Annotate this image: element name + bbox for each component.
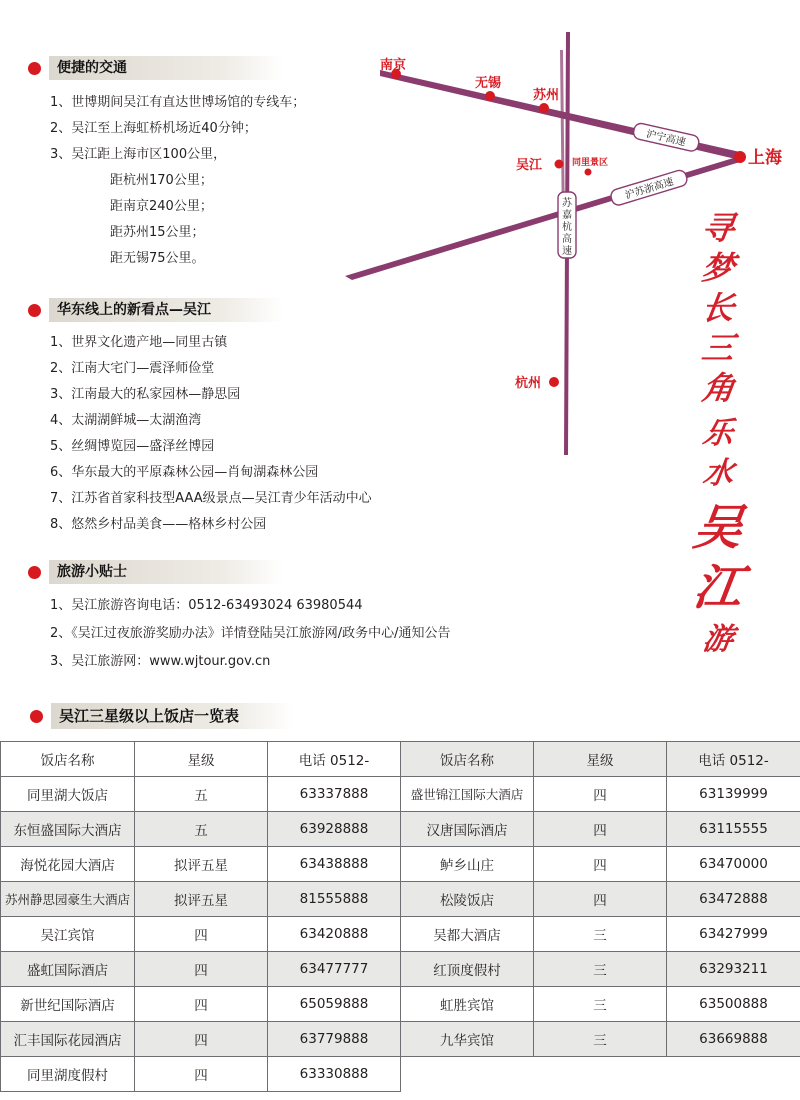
sujiahang-char: 嘉 [562,210,572,221]
slogan-char: 乐 [700,416,736,451]
star-rating-cell: 三 [534,1022,667,1057]
phone-cell: 63928888 [268,812,401,847]
star-rating-cell: 三 [534,987,667,1022]
slogan-char: 寻 [699,209,737,247]
slogan-char: 梦 [699,249,737,287]
phone-cell: 63779888 [268,1022,401,1057]
phone-cell: 63470000 [667,847,800,882]
empty-cell [534,1057,667,1092]
table-row [1,1057,800,1092]
table-row [1,987,800,1022]
hotel-name-cell: 九华宾馆 [401,1022,534,1057]
phone-cell: 63669888 [667,1022,800,1057]
sujiahang-char: 杭 [562,222,572,233]
phone-cell: 63427999 [667,917,800,952]
wujiang-label: 吴江 [516,158,543,173]
list-item: 1、世界文化遗产地—同里古镇 [50,335,228,350]
list-item: 距苏州15公里； [110,225,205,240]
empty-cell [667,1057,800,1092]
phone-cell: 63472888 [667,882,800,917]
hotel-list-title: 吴江三星级以上饭店一览表 [51,703,295,729]
shanghai-label: 上海 [748,148,782,168]
list-item: 2、《吴江过夜旅游奖励办法》详情登陆吴江旅游网/政务中心/通知公告 [50,626,451,641]
star-rating-cell: 四 [135,1057,268,1092]
star-rating-cell: 四 [135,917,268,952]
star-rating-cell: 五 [135,812,268,847]
bullet-dot [28,304,41,317]
husuzhe-label: 沪苏浙高速 [623,176,675,202]
list-item: 7、江苏省首家科技型AAA级景点—吴江青少年活动中心 [50,491,372,506]
tongli-label: 同里景区 [572,158,609,168]
slogan-char: 三 [699,329,737,367]
bullet-dot [30,710,43,723]
list-item: 3、江南最大的私家园林—静思园 [50,387,241,402]
hotel-name-cell: 吴都大酒店 [401,917,534,952]
wuxi-dot [485,91,495,101]
hotel-name-cell: 吴江宾馆 [1,917,135,952]
phone-cell: 63330888 [268,1057,401,1092]
list-item: 5、丝绸博览园—盛泽丝博园 [50,439,215,454]
shanghai-dot [734,151,746,163]
list-item: 2、吴江至上海虹桥机场近40分钟； [50,121,257,136]
column-header: 饭店名称 [401,742,534,777]
star-rating-cell: 四 [534,882,667,917]
section-title: 便捷的交通 [49,56,283,80]
star-rating-cell: 三 [534,952,667,987]
list-item: 3、吴江距上海市区100公里， [50,147,227,162]
star-rating-cell: 拟评五星 [135,847,268,882]
empty-cell [401,1057,534,1092]
section-transport-heading [28,56,283,80]
table-row [1,952,800,987]
phone-cell: 63293211 [667,952,800,987]
hotel-name-cell: 海悦花园大酒店 [1,847,135,882]
sujiahang-char: 速 [562,246,572,257]
phone-cell: 63477777 [268,952,401,987]
section-title: 华东线上的新看点—吴江 [49,298,283,322]
column-header: 电话 0512- [667,742,800,777]
hotel-name-cell: 新世纪国际酒店 [1,987,135,1022]
list-item: 4、太湖湖鲜城—太湖渔湾 [50,413,202,428]
list-item: 距杭州170公里； [110,173,213,188]
table-row [1,1022,800,1057]
hotel-name-cell: 松陵饭店 [401,882,534,917]
section-title: 旅游小贴士 [49,560,283,584]
sujiahang-sign [558,192,576,258]
nanjing-label: 南京 [380,58,407,73]
sujiahang-char: 苏 [562,198,572,209]
hangzhou-dot [549,377,559,387]
list-item: 3、吴江旅游网：www.wjtour.gov.cn [50,654,271,669]
slogan-char: 江 [690,560,747,616]
table-row [1,917,800,952]
hotel-name-cell: 盛虹国际酒店 [1,952,135,987]
column-header: 饭店名称 [1,742,135,777]
hotel-name-cell: 虹胜宾馆 [401,987,534,1022]
sujiahang-char: 高 [562,234,572,245]
phone-cell: 65059888 [268,987,401,1022]
list-item: 8、悠然乡村品美食——格林乡村公园 [50,517,267,532]
hotel-name-cell: 鲈乡山庄 [401,847,534,882]
hotel-name-cell: 苏州静思园豪生大酒店 [1,882,135,917]
table-row [1,847,800,882]
star-rating-cell: 四 [534,812,667,847]
hotel-name-cell: 同里湖度假村 [1,1057,135,1092]
suzhou-label: 苏州 [533,88,560,103]
table-row [1,882,800,917]
column-header: 星级 [534,742,667,777]
phone-cell: 63115555 [667,812,800,847]
list-item: 2、江南大宅门—震泽师俭堂 [50,361,215,376]
section-attractions-heading [28,298,283,322]
slogan-char: 游 [700,622,736,657]
hangzhou-label: 杭州 [515,376,542,391]
star-rating-cell: 四 [534,777,667,812]
star-rating-cell: 三 [534,917,667,952]
list-item: 1、世博期间吴江有直达世博场馆的专线车； [50,95,306,110]
star-rating-cell: 四 [135,952,268,987]
list-item: 1、吴江旅游咨询电话：0512-63493024 63980544 [50,598,363,613]
bullet-dot [28,62,41,75]
list-item: 6、华东最大的平原森林公园—肖甸湖森林公园 [50,465,319,480]
phone-cell: 81555888 [268,882,401,917]
table-header-row [1,742,800,777]
huning-sign [632,122,700,152]
hotel-name-cell: 红顶度假村 [401,952,534,987]
phone-cell: 63337888 [268,777,401,812]
hotel-list-heading [30,703,295,729]
slogan-char: 吴 [690,500,746,556]
wuxi-label: 无锡 [475,76,502,91]
husuzhe-sign [609,169,688,207]
transport-list [50,90,305,272]
list-item: 距南京240公里； [110,199,213,214]
phone-cell: 63500888 [667,987,800,1022]
slogan-char: 水 [700,456,736,491]
star-rating-cell: 四 [135,987,268,1022]
column-header: 电话 0512- [268,742,401,777]
star-rating-cell: 拟评五星 [135,882,268,917]
slogan-char: 长 [699,289,737,327]
star-rating-cell: 四 [534,847,667,882]
phone-cell: 63139999 [667,777,800,812]
wujiang-dot [555,160,564,169]
hotel-name-cell: 汇丰国际花园酒店 [1,1022,135,1057]
star-rating-cell: 四 [135,1022,268,1057]
hotel-name-cell: 汉唐国际酒店 [401,812,534,847]
column-header: 星级 [135,742,268,777]
suzhou-dot [539,103,549,113]
tips-list [50,592,451,676]
phone-cell: 63420888 [268,917,401,952]
table-row [1,777,800,812]
section-tips-heading [28,560,283,584]
phone-cell: 63438888 [268,847,401,882]
slogan [668,208,768,660]
star-rating-cell: 五 [135,777,268,812]
hotel-name-cell: 同里湖大饭店 [1,777,135,812]
slogan-char: 角 [699,369,738,407]
hotel-name-cell: 东恒盛国际大酒店 [1,812,135,847]
hotel-name-cell: 盛世锦江国际大酒店 [401,777,534,812]
bullet-dot [28,566,41,579]
hotel-table [0,741,800,1092]
table-row [1,812,800,847]
huning-label: 沪宁高速 [645,128,687,149]
attractions-list [50,330,372,538]
list-item: 距无锡75公里。 [110,251,205,266]
tongli-dot [585,169,592,176]
